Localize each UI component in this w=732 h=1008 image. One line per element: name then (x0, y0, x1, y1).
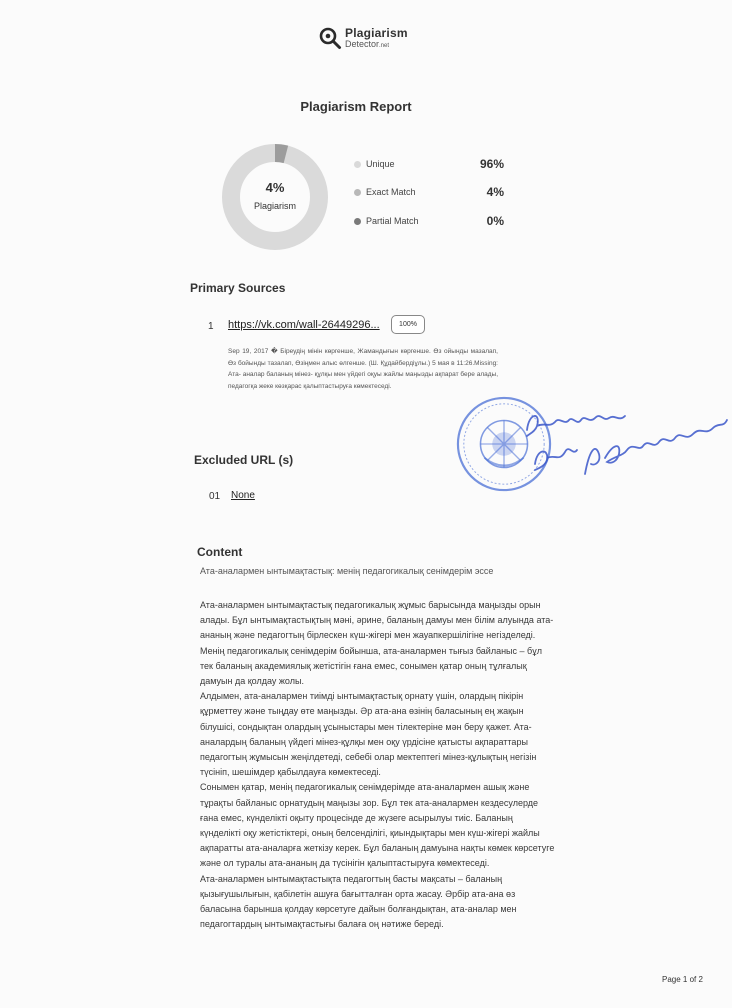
plagiarism-donut-chart (220, 142, 330, 252)
content-title: Ата-аналармен ынтымақтастық: менің педагогикалық сенімдерім эссе (200, 566, 494, 576)
match-badge: 100% (391, 315, 425, 334)
report-title: Plagiarism Report (300, 99, 412, 114)
content-paragraph: Сонымен қатар, менің педагогикалық сенімдерімде ата-аналармен ашық және тұрақты байланыс орнатудың маңызы зор. Бұл тек ата-аналармен кездесулерде ғана емес, күнделікті оқыту процесінде де жүзеге асырылуы тиіс. Баланың күнделікті оқу жетістіктері, оның белсенділігі, қиындықтары мен күш-жігері жайлы ақпаратты ата-аналарға жеткізу керек. Бұл баланың дамуына нақты көмек көрсетуге және ол туралы ата-ананың да түсінігін қалыптастыруға көмектеседі. (200, 782, 555, 869)
legend-dot-icon (354, 218, 361, 225)
content-paragraph: Алдымен, ата-аналармен тиімді ынтымақтастық орнату үшін, олардың пікірін құрметтеу және тыңдау өте маңызды. Әр ата-ана өзінің баласының ең жақын білушісі, сондықтан олардың ұсыныстары мен тілектеріне мән беру қажет. Ата-аналардың баланың үйдегі мінез-құлқы мен оқу үрдісіне қатысты ақпараттары педагогтың жұмысын жеңілдетеді, себебі олар мектептегі мінез-құлықтың негізін түсініп, шешімдер қабылдауға көмектеседі. (200, 691, 537, 778)
legend-partial-match (354, 214, 504, 230)
excluded-url-value[interactable]: None (231, 490, 255, 501)
source-number: 1 (208, 321, 214, 332)
content-paragraph: Ата-аналармен ынтымақтастықта педагогтың басты мақсаты – баланың қызығушылығын, қабілетін ашуға бағытталған орта жасау. Әрбір ата-ана өз баласына барынша қолдау көрсетуге дайын болғандықтан, ата-аналар мен педагогтардың ынтымақтастығы балаға оң нәтиже береді. (200, 873, 517, 930)
legend-exact-match (354, 185, 504, 201)
source-snippet: Sep 19, 2017 � Біреудің мінін көргенше, Жамандығын көргенше. Өз ойынды мазалап, Өз бойынды тазалап, Өзіңмен алыс өлгенше. (Ш. Құдайбердіұлы.) 5 мая в 11:26.Missing: Ата- аналар баланың мінез- құлқы мен үйдегі оқуы жайлы маңызды ақпарат бере алады, педагогқа жеке көзқарас қалыптастыруға көмектеседі. (228, 348, 498, 390)
content-paragraph: Ата-аналармен ынтымақтастық педагогикалық жұмыс барысында маңызды орын алады. Бұл ынтымақтастықтың мәні, әрине, баланың дамуы мен білім алуында ата-ананың және педагогтың бірлескен күш-жігері мен жауапкершілігіне негізделеді. Менің педагогикалық сенімдерім бойынша, ата-аналармен тығыз байланыс – бұл тек баланың академиялық жетістігін ғана емес, сонымен қатар оның тұлғалық дамуын да қолдау жолы. (200, 600, 554, 687)
page-number: Page 1 of 2 (662, 975, 703, 984)
site-logo[interactable] (318, 26, 408, 50)
excluded-urls-heading: Excluded URL (s) (194, 453, 294, 467)
legend-name: Unique (366, 159, 395, 169)
legend-value: 4% (486, 185, 504, 199)
excluded-number: 01 (209, 491, 221, 502)
logo-name: Plagiarism (345, 26, 408, 40)
handwritten-signature (515, 392, 730, 482)
primary-sources-heading: Primary Sources (190, 281, 286, 295)
legend-value: 0% (486, 214, 504, 228)
content-heading: Content (197, 545, 243, 559)
legend-unique (354, 157, 504, 173)
legend-name: Partial Match (366, 216, 419, 226)
legend-value: 96% (479, 157, 504, 171)
logo-domain: Detector.net (345, 39, 390, 49)
source-link[interactable]: https://vk.com/wall-26449296... (228, 319, 380, 331)
content-body (200, 598, 555, 932)
magnifier-icon (318, 26, 342, 50)
donut-unique-ring (231, 153, 319, 241)
donut-percent: 4% (265, 180, 285, 195)
donut-label: Plagiarism (253, 201, 296, 211)
legend-dot-icon (354, 189, 361, 196)
legend-dot-icon (354, 161, 361, 168)
legend-name: Exact Match (366, 187, 416, 197)
